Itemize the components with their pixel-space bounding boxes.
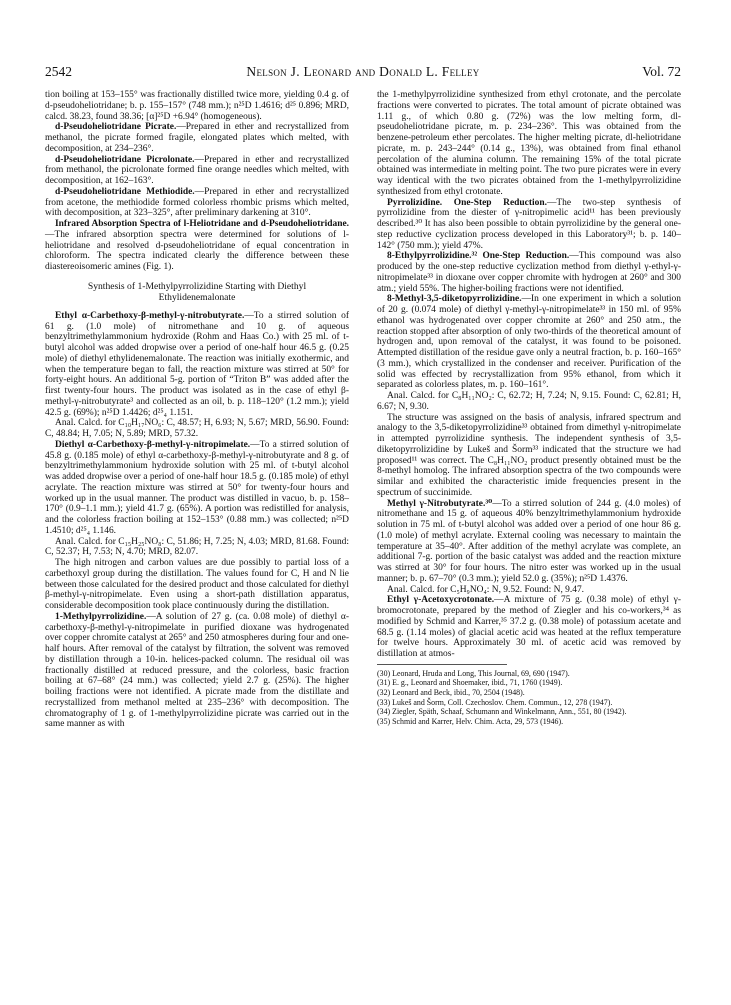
paragraph: 1-Methylpyrrolizidine.—A solution of 27 g. (ca. 0.08 mole) of diethyl α-carbethoxy-β-methyl-γ-nitropimelate in purified dioxane was hydrogenated over copper chromite catalyst at 265° and 250 atmospheres during four and one-half hours. After removal of the catalyst by filtration, the solvent was removed by distillation through a 10-in. helices-packed column. The residual oil was fractionally distilled at reduced pressure, and the colorless, basic fraction boiling at 67–68° (24 mm.) was collected; yield 2.7 g. (25%). The higher boiling fractions were not identified. A picrate made from the distillate and recrystallized from methanol melted at 235–236° with decomposition. The chromatography of 1 g. of 1-methylpyrrolizidine picrate was carried out in the same manner as with — [45, 611, 349, 730]
paragraph: Ethyl α-Carbethoxy-β-methyl-γ-nitrobutyrate.—To a stirred solution of 61 g. (1.0 mole) of nitromethane and 10 g. of aqueous benzyltrimethylammonium hydroxide (Rohm and Haas Co.) with 25 ml. of t-butyl alcohol was added dropwise over a period of one-half hour 46.5 g. (0.25 mole) of diethyl ethylidenemalonate. The reaction was initially exothermic, and when the temperature began to fall, the reaction mixture was stirred at 50° for forty-eight hours. An additional 5-g. portion of “Triton B” was added after the first twenty-four hours. The product was isolated as in the case of ethyl β-methyl-γ-nitrobutyrate³ and collected as an oil, b. p. 118–120° (1.2 mm.); yield 42.5 g. (69%); n²⁵D 1.4426; d²⁵₄ 1.151. — [45, 310, 349, 418]
footnote: (34) Ziegler, Späth, Schaaf, Schumann and Winkelmann, Ann., 551, 80 (1942). — [377, 707, 627, 717]
section-title: Synthesis of 1-Methylpyrrolizidine Starting with Diethyl Ethylidenemalonate — [87, 280, 307, 303]
right-column — [377, 90, 681, 726]
run-in-heading: d-Pseudoheliotridane Picrolonate. — [55, 154, 195, 165]
paragraph: d-Pseudoheliotridane Picrolonate.—Prepared in ether and recrystallized from methanol, the picrolonate formed fine orange needles which melted, with decomposition, at 162–163°. — [45, 154, 349, 186]
running-header — [45, 64, 681, 82]
footnote: (32) Leonard and Beck, ibid., 70, 2504 (1948). — [377, 687, 525, 697]
left-column — [45, 90, 349, 730]
run-in-heading: Methyl γ-Nitrobutyrate. — [387, 498, 486, 509]
paragraph: Pyrrolizidine. One-Step Reduction.—The two-step synthesis of pyrrolizidine from the diester of γ-nitropimelic acid¹¹ has been previously described.³⁰ It has also been possible to obtain pyrrolizidine by the general one-step reductive cyclization process developed in this Laboratory³¹; b. p. 140–142° (750 mm.); yield 47%. — [377, 197, 681, 251]
paragraph: Diethyl α-Carbethoxy-β-methyl-γ-nitropimelate.—To a stirred solution of 45.8 g. (0.185 mole) of ethyl α-carbethoxy-β-methyl-γ-nitrobutyrate and 8 g. of benzyltrimethylammonium hydroxide solution with 25 ml. of t-butyl alcohol was added dropwise over a period of one-half hour 18.5 g. (0.185 mole) of ethyl acrylate. The reaction mixture was stirred at 50° for twenty-four hours and worked up in the usual manner. The product was distilled in vacuo, b. p. 158–170° (0.9–1.1 mm.); yield 41.7 g. (65%). A portion was redistilled for analysis, and the colorless fraction boiling at 152–153° (0.88 mm.) was collected; n²⁵D 1.4510; d²⁵₄ 1.146. — [45, 439, 349, 536]
run-in-heading: Diethyl α-Carbethoxy-β-methyl-γ-nitropimelate. — [55, 439, 251, 450]
paragraph: Infrared Absorption Spectra of l-Heliotridane and d-Pseudoheliotridane.—The infrared absorption spectra were determined for solutions of l-heliotridane and resolved d-pseudoheliotridane of equal concentration in chloroform. The spectra indicated clearly the difference between these diastereoisomeric amines (Fig. 1). — [45, 219, 349, 272]
analysis-paragraph: Anal. Calcd. for C₁₅H₂₅NO₈: C, 51.86; H, 7.25; N, 4.03; MRD, 81.68. Found: C, 52.37; H, 7.53; N, 4.70; MRD, 82.07. — [45, 536, 349, 558]
paragraph: d-Pseudoheliotridane Methiodide.—Prepared in ether and recrystallized from acetone, the methiodide formed colorless rhombic prisms which melted, with decomposition, at 323–325°, after preliminary darkening at 310°. — [45, 186, 349, 219]
page-number: 2542 — [45, 64, 72, 79]
paragraph: 8-Methyl-3,5-diketopyrrolizidine.—In one experiment in which a solution of 20 g. (0.074 mole) of diethyl γ-methyl-γ-nitropimelate³³ in 150 ml. of 95% ethanol was hydrogenated over copper chromite at 260° and 250 atm., the reaction stopped after absorption of only two-thirds of the theoretical amount of hydrogen and, upon removal of the catalyst, it was found to be poisoned. Attempted distillation of the residue gave only a neutral fraction, b. p. 160–165° (3 mm.), which crystallized in the condenser and receiver. Purification of the solid was effected by recrystallization from 95% ethanol, from which it separated as colorless plates, m. p. 160–161°. — [377, 294, 681, 391]
paragraph: 8-Ethylpyrrolizidine.³² One-Step Reduction.—This compound was also produced by the one-step reductive cyclization method from diethyl γ-ethyl-γ-nitropimelate³³ in dioxane over copper chromite with hydrogen at 260° and 300 atm.; yield 55%. The higher-boiling fractions were not identified. — [377, 251, 681, 294]
paragraph: Methyl γ-Nitrobutyrate.³⁰—To a stirred solution of 244 g. (4.0 moles) of nitromethane and 15 g. of aqueous 40% benzyltrimethylammonium hydroxide solution in 75 ml. of t-butyl alcohol was added over a period of one hour 86 g. (1.0 mole) of methyl acrylate. External cooling was necessary to maintain the temperature at 35–40°. After addition of the methyl acrylate was complete, an additional 7-g. portion of the basic catalyst was added and the reaction mixture was stirred at 30° for four hours. The nitro ester was worked up in the usual manner; b. p. 67–70° (0.3 mm.); yield 52.0 g. (35%); n²⁵D 1.4376. — [377, 498, 681, 584]
footnote: (35) Schmid and Karrer, Helv. Chim. Acta, 29, 573 (1946). — [377, 716, 564, 726]
paragraph: The structure was assigned on the basis of analysis, infrared spectrum and analogy to the 3,5-diketopyrrolizidine³³ obtained from dimethyl γ-nitropimelate in attempted pyrrolizidine synthesis. The independent synthesis of 3,5-diketopyrrolizidine by Lukeš and Šorm³³ indicated that the structure we had proposed¹¹ was correct. The C₈H₁₁NO₂ product presently obtained must be the 8-methyl homolog. The infrared absorption spectra of the two compounds were similar and exhibited the characteristic imide frequencies present in the spectrum of succinimide. — [377, 412, 681, 498]
paragraph: the 1-methylpyrrolizidine synthesized from ethyl crotonate, and the percolate fractions were converted to picrates. The total amount of picrate obtained was 1.11 g., of which 0.80 g. (72%) was the low melting form, dl-pseudoheliotridane picrate, m. p. 234–236°. This was obtained from the benzene-petroleum ether percolates. The higher melting picrate, dl-heliotridane picrate, m. p. 243–244° (0.14 g., 13%), was obtained from final ethanol percolation of the alumina column. The remaining 15% of the total picrate obtained was intermediate in melting point. The two pure picrates were in every way identical with the two picrates obtained from the 1-methylpyrrolizidine synthesized from ethyl crotonate. — [377, 90, 681, 197]
paragraph: Ethyl γ-Acetoxycrotonate.—A mixture of 75 g. (0.38 mole) of ethyl γ-bromocrotonate, prepared by the method of Ziegler and his co-workers,³⁴ as modified by Schmid and Karrer,³⁵ 37.2 g. (0.38 mole) of potassium acetate and 68.5 g. (1.14 moles) of glacial acetic acid was heated at the reflux temperature for twelve hours. Approximately 30 ml. of acetic acid was removed by distillation at atmos- — [377, 595, 681, 659]
run-in-heading: Pyrrolizidine. One-Step Reduction. — [387, 197, 547, 208]
run-in-heading: 8-Ethylpyrrolizidine. — [387, 251, 472, 262]
volume-label: Vol. 72 — [642, 64, 681, 79]
run-in-heading: d-Pseudoheliotridane Picrate. — [55, 122, 177, 133]
run-in-heading: 1-Methylpyrrolizidine. — [55, 611, 147, 622]
paragraph: The high nitrogen and carbon values are due possibly to partial loss of a carbethoxyl group during the distillation. The values found for C, H and N lie between those calculated for the desired product and those calculated for diethyl β-methyl-γ-nitropimelate. Even using a short-path distillation apparatus, considerable decomposition took place continuously during the distillation. — [45, 558, 349, 611]
run-in-heading: Infrared Absorption Spectra of l-Heliotridane and d-Pseudoheliotridane. — [55, 219, 349, 229]
analysis-paragraph: Anal. Calcd. for C₁₀H₁₇NO₆: C, 48.57; H, 6.93; N, 5.67; MRD, 56.90. Found: C, 48.84; H, 7.05; N, 5.89; MRD, 57.32. — [45, 418, 349, 439]
run-in-heading: d-Pseudoheliotridane Methiodide. — [55, 186, 195, 197]
footnote: (33) Lukeš and Šorm, Coll. Czechoslov. Chem. Commun., 12, 278 (1947). — [377, 697, 613, 707]
run-in-heading: Ethyl α-Carbethoxy-β-methyl-γ-nitrobutyrate. — [55, 310, 245, 321]
footnote: (31) E. g., Leonard and Shoemaker, ibid., 71, 1760 (1949). — [377, 678, 563, 688]
footnotes — [377, 669, 681, 727]
paragraph: tion boiling at 153–155° was fractionally distilled twice more, yielding 0.4 g. of d-pseudoheliotridane; b. p. 155–157° (748 mm.); n²⁵D 1.4616; d²⁵ 0.896; MRD, calcd. 38.23, found 38.36; [α]²⁵D +6.94° (homogeneous). — [45, 90, 349, 122]
running-head-authors: Nelson J. Leonard and Donald L. Felley — [246, 64, 480, 79]
analysis-paragraph: Anal. Calcd. for C₈H₁₁NO₂: C, 62.72; H, 7.24; N, 9.15. Found: C, 62.81; H, 6.67; N, 9.30. — [377, 391, 681, 412]
run-in-heading: Ethyl γ-Acetoxycrotonate. — [387, 595, 495, 606]
footnote-rule — [377, 664, 507, 665]
paragraph: d-Pseudoheliotridane Picrate.—Prepared in ether and recrystallized from methanol, the picrate formed fragile, elongated plates which melted, with decomposition, at 234–236°. — [45, 122, 349, 154]
run-in-heading: 8-Methyl-3,5-diketopyrrolizidine. — [387, 294, 522, 305]
footnote: (30) Leonard, Hruda and Long, This Journal, 69, 690 (1947). — [377, 668, 570, 678]
analysis-paragraph: Anal. Calcd. for C₅H₉NO₄: N, 9.52. Found: N, 9.47. — [387, 584, 585, 595]
